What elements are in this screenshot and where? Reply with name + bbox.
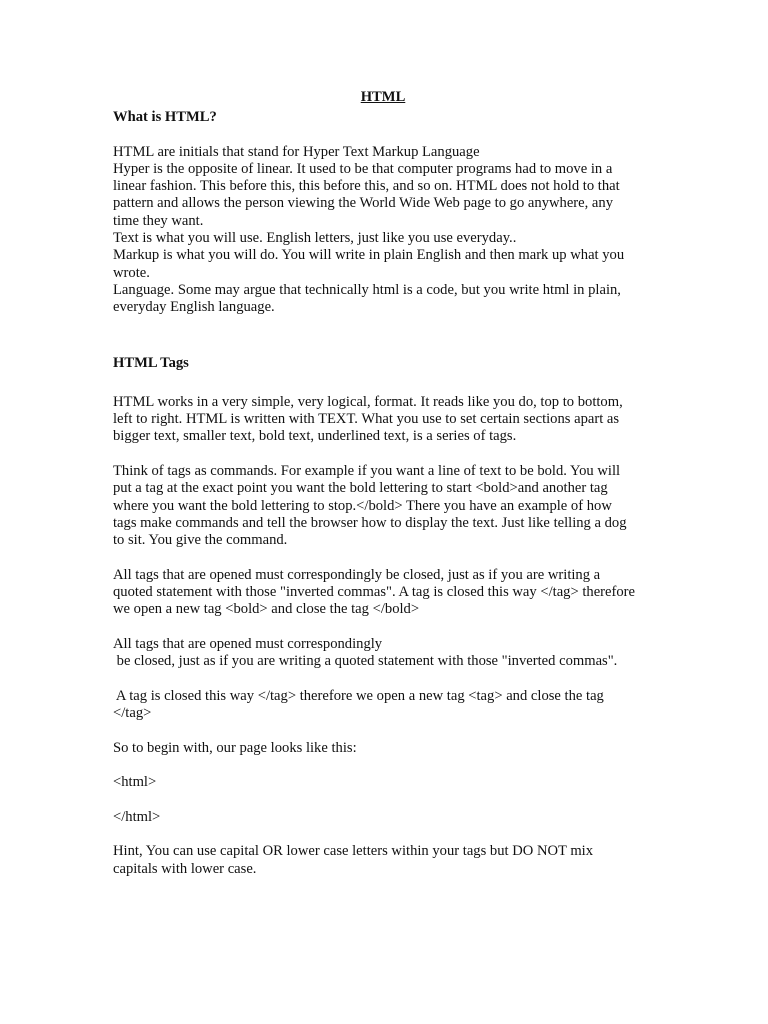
- code-html-open: <html>: [113, 774, 157, 791]
- paragraph-tags-as-commands: [113, 463, 673, 549]
- section-heading-html-tags: HTML Tags: [113, 355, 189, 372]
- paragraph-tag-closed: [113, 688, 673, 723]
- paragraph-closing-tags: [113, 567, 673, 619]
- paragraph-line: put a tag at the exact point you want the bold lettering to start <bold>and another tag: [113, 480, 608, 497]
- paragraph-line: Hyper is the opposite of linear. It used to be that computer programs had to move in a: [113, 160, 613, 177]
- paragraph-line: All tags that are opened must correspondingly: [113, 635, 383, 652]
- paragraph-line: left to right. HTML is written with TEXT. What you use to set certain sections apart as: [113, 411, 620, 428]
- paragraph-begin: So to begin with, our page looks like this:: [113, 739, 357, 756]
- paragraph-line: pattern and allows the person viewing the World Wide Web page to go anywhere, any: [113, 195, 614, 212]
- paragraph-line: capitals with lower case.: [113, 860, 257, 877]
- paragraph-line: All tags that are opened must correspondingly be closed, just as if you are writing a: [113, 566, 601, 583]
- section-heading-what-is-html: What is HTML?: [113, 109, 217, 125]
- paragraph-line: to sit. You give the command.: [113, 532, 288, 549]
- paragraph-line: bigger text, smaller text, bold text, underlined text, is a series of tags.: [113, 428, 517, 445]
- paragraph-line: Text is what you will use. English letters, just like you use everyday..: [113, 230, 517, 247]
- paragraph-line: we open a new tag <bold> and close the tag </bold>: [113, 601, 420, 618]
- paragraph-line: HTML works in a very simple, very logical, format. It reads like you do, top to bottom,: [113, 393, 623, 410]
- paragraph-line: HTML are initials that stand for Hyper Text Markup Language: [113, 143, 480, 160]
- paragraph-line: Language. Some may argue that technically html is a code, but you write html in plain,: [113, 281, 621, 298]
- paragraph-line: </tag>: [113, 705, 152, 722]
- paragraph-closing-tags-repeat: [113, 636, 673, 671]
- paragraph-what-is-html: [113, 144, 673, 317]
- paragraph-line: quoted statement with those "inverted commas". A tag is closed this way </tag> therefore: [113, 584, 636, 601]
- paragraph-line: A tag is closed this way </tag> therefore we open a new tag <tag> and close the tag: [113, 687, 604, 704]
- code-html-close: </html>: [113, 808, 161, 825]
- paragraph-line: time they want.: [113, 212, 204, 229]
- paragraph-line: linear fashion. This before this, this before this, and so on. HTML does not hold to that: [113, 178, 620, 195]
- paragraph-hint: [113, 843, 673, 878]
- paragraph-line: everyday English language.: [113, 299, 275, 316]
- paragraph-line: wrote.: [113, 264, 150, 281]
- document-body: [113, 89, 673, 878]
- paragraph-line: Think of tags as commands. For example if you want a line of text to be bold. You will: [113, 462, 621, 479]
- paragraph-line: be closed, just as if you are writing a quoted statement with those "inverted commas".: [113, 653, 618, 670]
- paragraph-line: where you want the bold lettering to stop.</bold> There you have an example of how: [113, 497, 612, 514]
- paragraph-html-works: [113, 394, 673, 446]
- paragraph-line: Hint, You can use capital OR lower case letters within your tags but DO NOT mix: [113, 843, 594, 860]
- document-title: HTML: [360, 89, 406, 105]
- paragraph-line: Markup is what you will do. You will write in plain English and then mark up what you: [113, 247, 625, 264]
- paragraph-line: tags make commands and tell the browser how to display the text. Just like telling a dog: [113, 514, 627, 531]
